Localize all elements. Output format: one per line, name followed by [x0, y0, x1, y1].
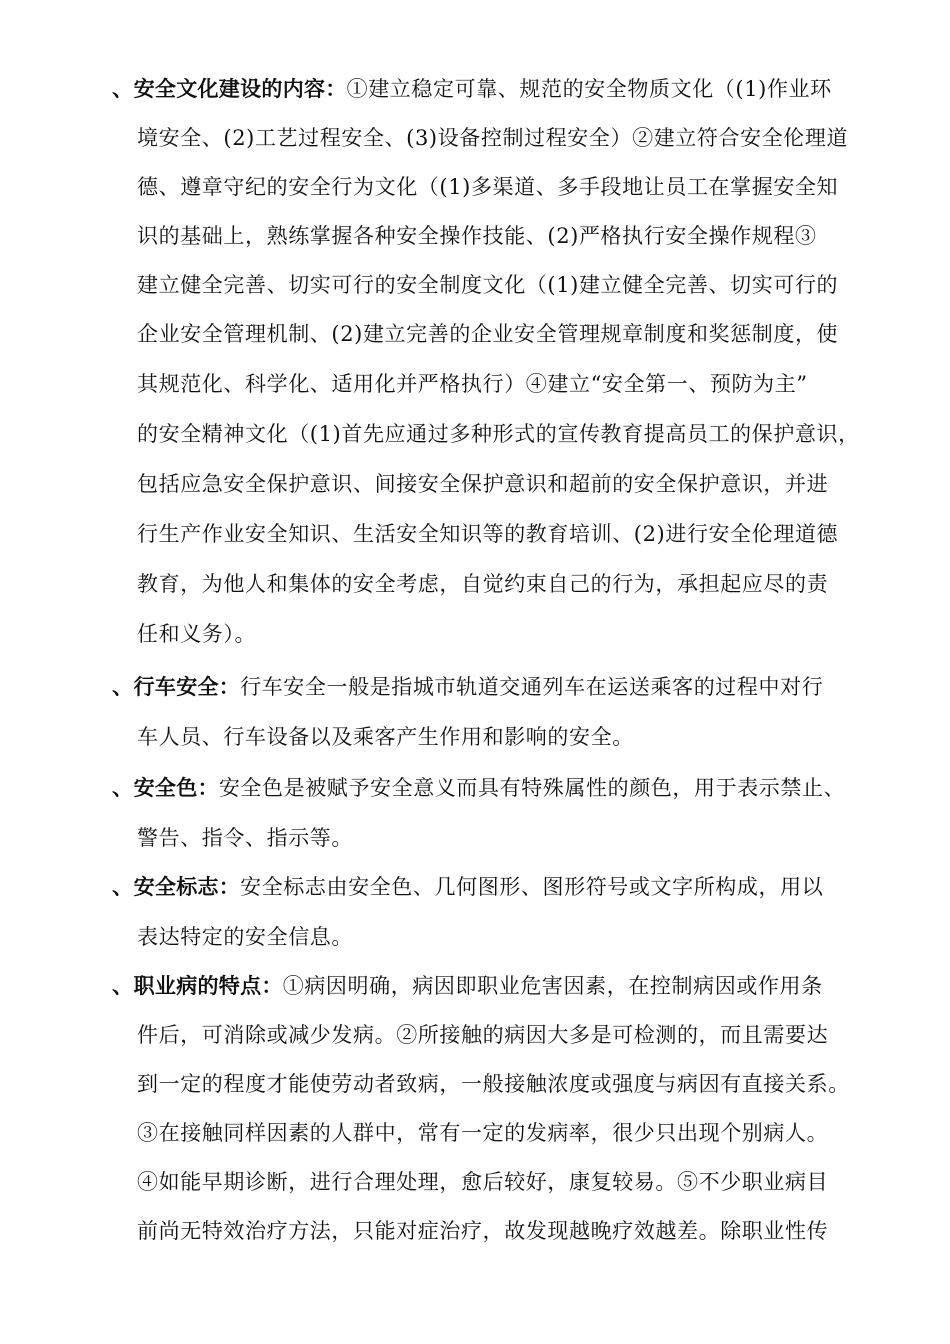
line [112, 672, 823, 702]
section-term: 行车安全： [133, 675, 241, 699]
line: ③在接触同样因素的人群中，常有一定的发病率，很少只出现个别病人。 [137, 1121, 829, 1145]
line: 企业安全管理机制、(2)建立完善的企业安全管理规章制度和奖惩制度，使 [137, 322, 839, 346]
line-text: ①建立稳定可靠、规范的安全物质文化（(1)作业环 [346, 77, 832, 101]
line: 到一定的程度才能使劳动者致病，一般接触浓度或强度与病因有直接关系。 [137, 1072, 850, 1096]
line [112, 773, 845, 803]
line [112, 74, 832, 104]
section-marker: 、 [112, 776, 134, 800]
line: 行生产作业安全知识、生活安全知识等的教育培训、(2)进行安全伦理道德 [137, 522, 839, 546]
line: 识的基础上，熟练掌握各种安全操作技能、(2)严格执行安全操作规程③ [137, 224, 817, 248]
section-marker: 、 [112, 974, 134, 998]
section-term: 职业病的特点： [133, 974, 283, 998]
line: 任和义务）。 [137, 622, 257, 646]
line: 件后，可消除或减少发病。②所接触的病因大多是可检测的，而且需要达 [137, 1023, 829, 1047]
section-term: 安全文化建设的内容： [133, 77, 347, 101]
line: 的安全精神文化（(1)首先应通过多种形式的宣传教育提高员工的保护意识， [137, 422, 860, 446]
line: 德、遵章守纪的安全行为文化（(1)多渠道、多手段地让员工在掌握安全知 [137, 175, 839, 199]
line: 境安全、(2)工艺过程安全、(3)设备控制过程安全）②建立符合安全伦理道 [137, 126, 849, 150]
section-marker: 、 [112, 875, 134, 899]
line: 警告、指令、指示等。 [137, 826, 353, 850]
line: 其规范化、科学化、适用化并严格执行）④建立“安全第一、预防为主” [137, 372, 808, 396]
line [112, 872, 823, 902]
section-term: 安全标志： [133, 875, 241, 899]
line-text: ①病因明确，病因即职业危害因素，在控制病因或作用条 [282, 974, 823, 998]
line [112, 971, 823, 1001]
line-text: 安全色是被赋予安全意义而具有特殊属性的颜色，用于表示禁止、 [218, 776, 846, 800]
section-marker: 、 [112, 675, 134, 699]
line: ④如能早期诊断，进行合理处理，愈后较好，康复较易。⑤不少职业病目 [137, 1170, 829, 1194]
line: 教育，为他人和集体的安全考虑，自觉约束自己的行为，承担起应尽的责 [137, 572, 829, 596]
section-marker: 、 [112, 77, 134, 101]
section-term: 安全色： [133, 776, 219, 800]
line: 车人员、行车设备以及乘客产生作用和影响的安全。 [137, 725, 634, 749]
line: 前尚无特效治疗方法，只能对症治疗，故发现越晚疗效越差。除职业性传 [137, 1219, 829, 1243]
line: 包括应急安全保护意识、间接安全保护意识和超前的安全保护意识，并进 [137, 472, 829, 496]
line-text: 行车安全一般是指城市轨道交通列车在运送乘客的过程中对行 [240, 675, 824, 699]
line: 建立健全完善、切实可行的安全制度文化（(1)建立健全完善、切实可行的 [137, 273, 839, 297]
line-text: 安全标志由安全色、几何图形、图形符号或文字所构成，用以 [240, 875, 824, 899]
line: 表达特定的安全信息。 [137, 925, 353, 949]
